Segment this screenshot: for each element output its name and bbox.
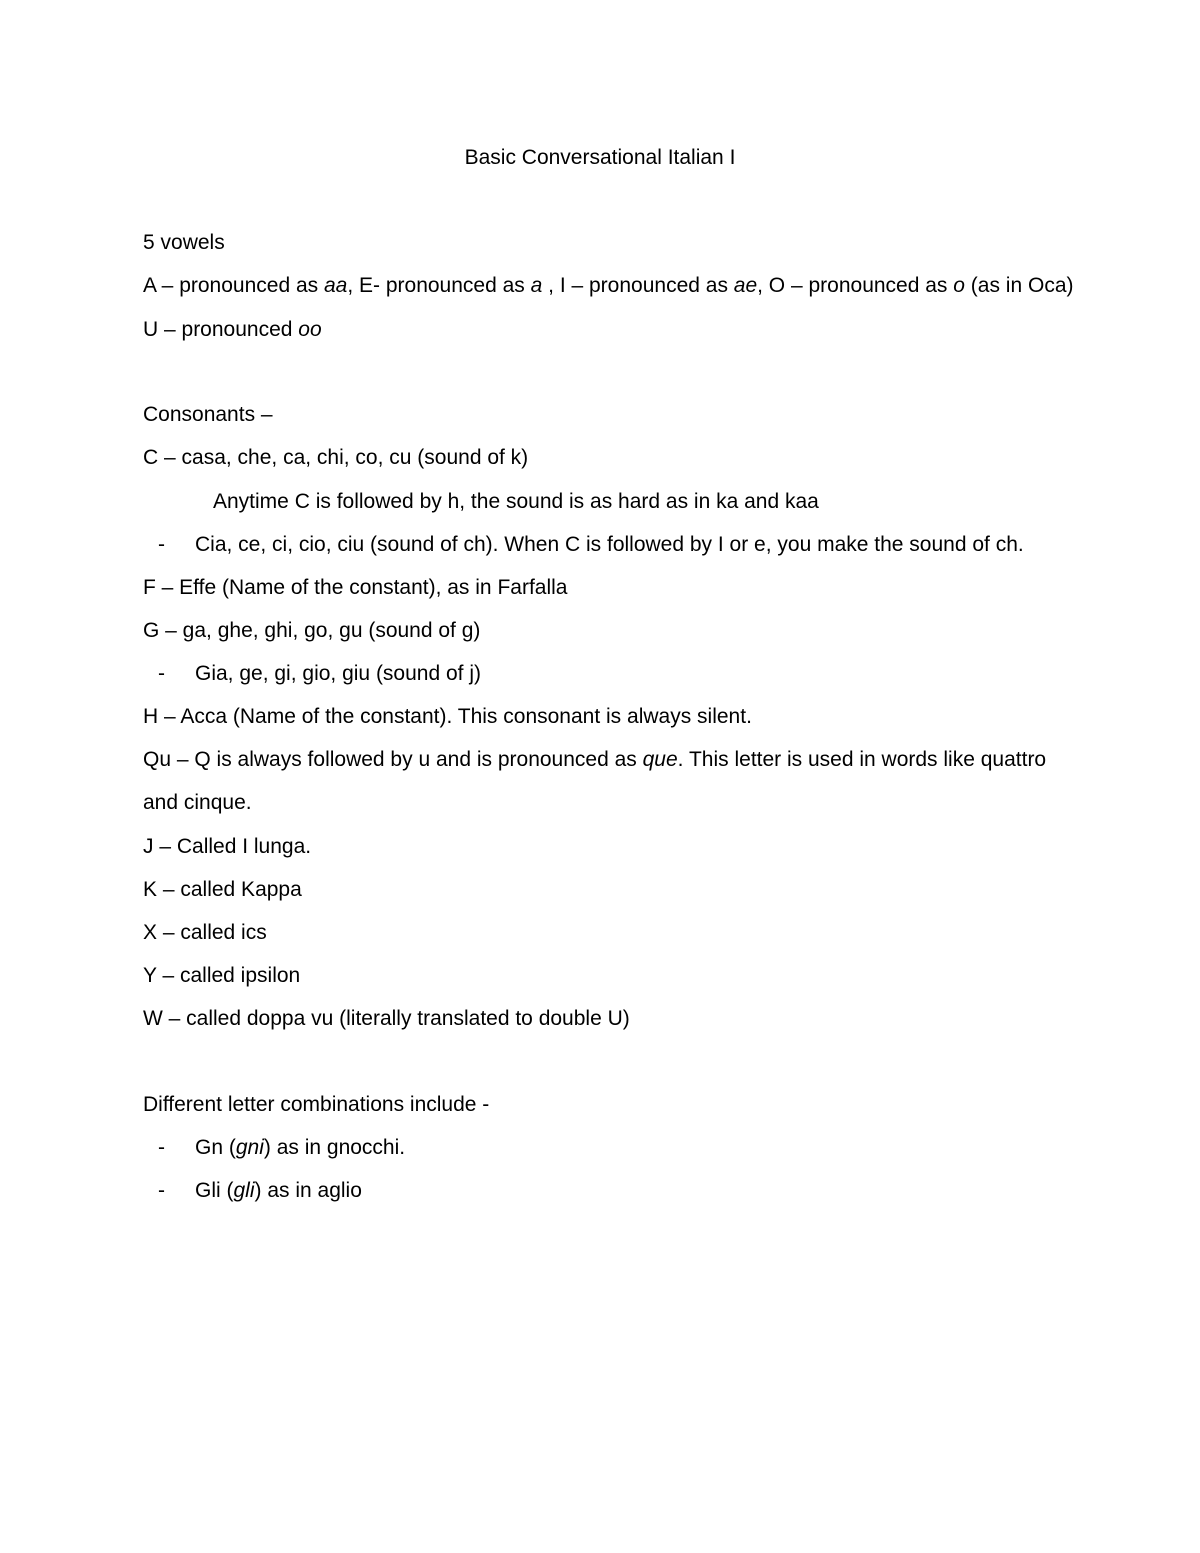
text-run: (as in Oca) (964, 274, 1074, 297)
vowels-line-1 (143, 272, 1074, 300)
consonant-x-line: X – called ics (143, 921, 267, 944)
combination-item (158, 1134, 405, 1162)
consonant-w-line: W – called doppa vu (literally translated to double U) (143, 1007, 630, 1030)
text-run: Gli ( (195, 1179, 234, 1202)
page-title: Basic Conversational Italian I (464, 146, 736, 169)
bullet-text: Cia, ce, ci, cio, ciu (sound of ch). When C is followed by I or e, you make the sound of ch. (195, 533, 1024, 556)
bullet-dash: - (158, 1179, 165, 1202)
bullet-text: Gia, ge, gi, gio, giu (sound of j) (195, 662, 481, 685)
consonant-k-line: K – called Kappa (143, 878, 302, 901)
text-run: A – pronounced as (143, 274, 324, 297)
pronunciation-italic: oo (298, 318, 322, 341)
pronunciation-italic: aa (323, 274, 348, 297)
text-run: . This letter is used in words like quattro (677, 748, 1047, 771)
text-run: , I – pronounced as (542, 274, 734, 297)
consonants-heading: Consonants – (143, 403, 273, 426)
combinations-heading: Different letter combinations include - (143, 1093, 490, 1116)
consonant-qu-line-2: and cinque. (143, 791, 252, 814)
text-run: , O – pronounced as (757, 274, 954, 297)
pronunciation-italic: a (530, 274, 543, 297)
text-run: ) as in aglio (254, 1179, 362, 1202)
consonant-h-line: H – Acca (Name of the constant). This consonant is always silent. (143, 705, 752, 728)
text-run: Gn ( (195, 1136, 236, 1159)
consonant-f-line: F – Effe (Name of the constant), as in Farfalla (143, 576, 568, 599)
consonant-y-line: Y – called ipsilon (143, 964, 301, 987)
pronunciation-italic: o (953, 274, 965, 297)
consonant-g-bullet (158, 660, 481, 688)
vowels-heading: 5 vowels (143, 231, 225, 254)
text-run: ) as in gnocchi. (263, 1136, 406, 1159)
consonant-c-note: Anytime C is followed by h, the sound is as hard as in ka and kaa (213, 490, 819, 513)
consonant-j-line: J – Called I lunga. (143, 835, 312, 858)
consonant-qu-line-1 (143, 746, 1046, 774)
pronunciation-italic: ae (733, 274, 758, 297)
pronunciation-italic: que (642, 748, 678, 771)
combination-item (158, 1177, 362, 1205)
consonant-c-bullet (158, 531, 1024, 559)
consonant-g-line: G – ga, ghe, ghi, go, gu (sound of g) (143, 619, 481, 642)
bullet-dash: - (158, 1136, 165, 1159)
text-run: U – pronounced (143, 318, 299, 341)
bullet-dash: - (158, 533, 165, 556)
consonant-c-line: C – casa, che, ca, chi, co, cu (sound of k) (143, 446, 529, 469)
text-run: , E- pronounced as (347, 274, 531, 297)
pronunciation-italic: gni (235, 1136, 264, 1159)
bullet-dash: - (158, 662, 165, 685)
text-run: Qu – Q is always followed by u and is pronounced as (143, 748, 643, 771)
pronunciation-italic: gli (233, 1179, 255, 1202)
vowels-line-2 (143, 316, 322, 344)
